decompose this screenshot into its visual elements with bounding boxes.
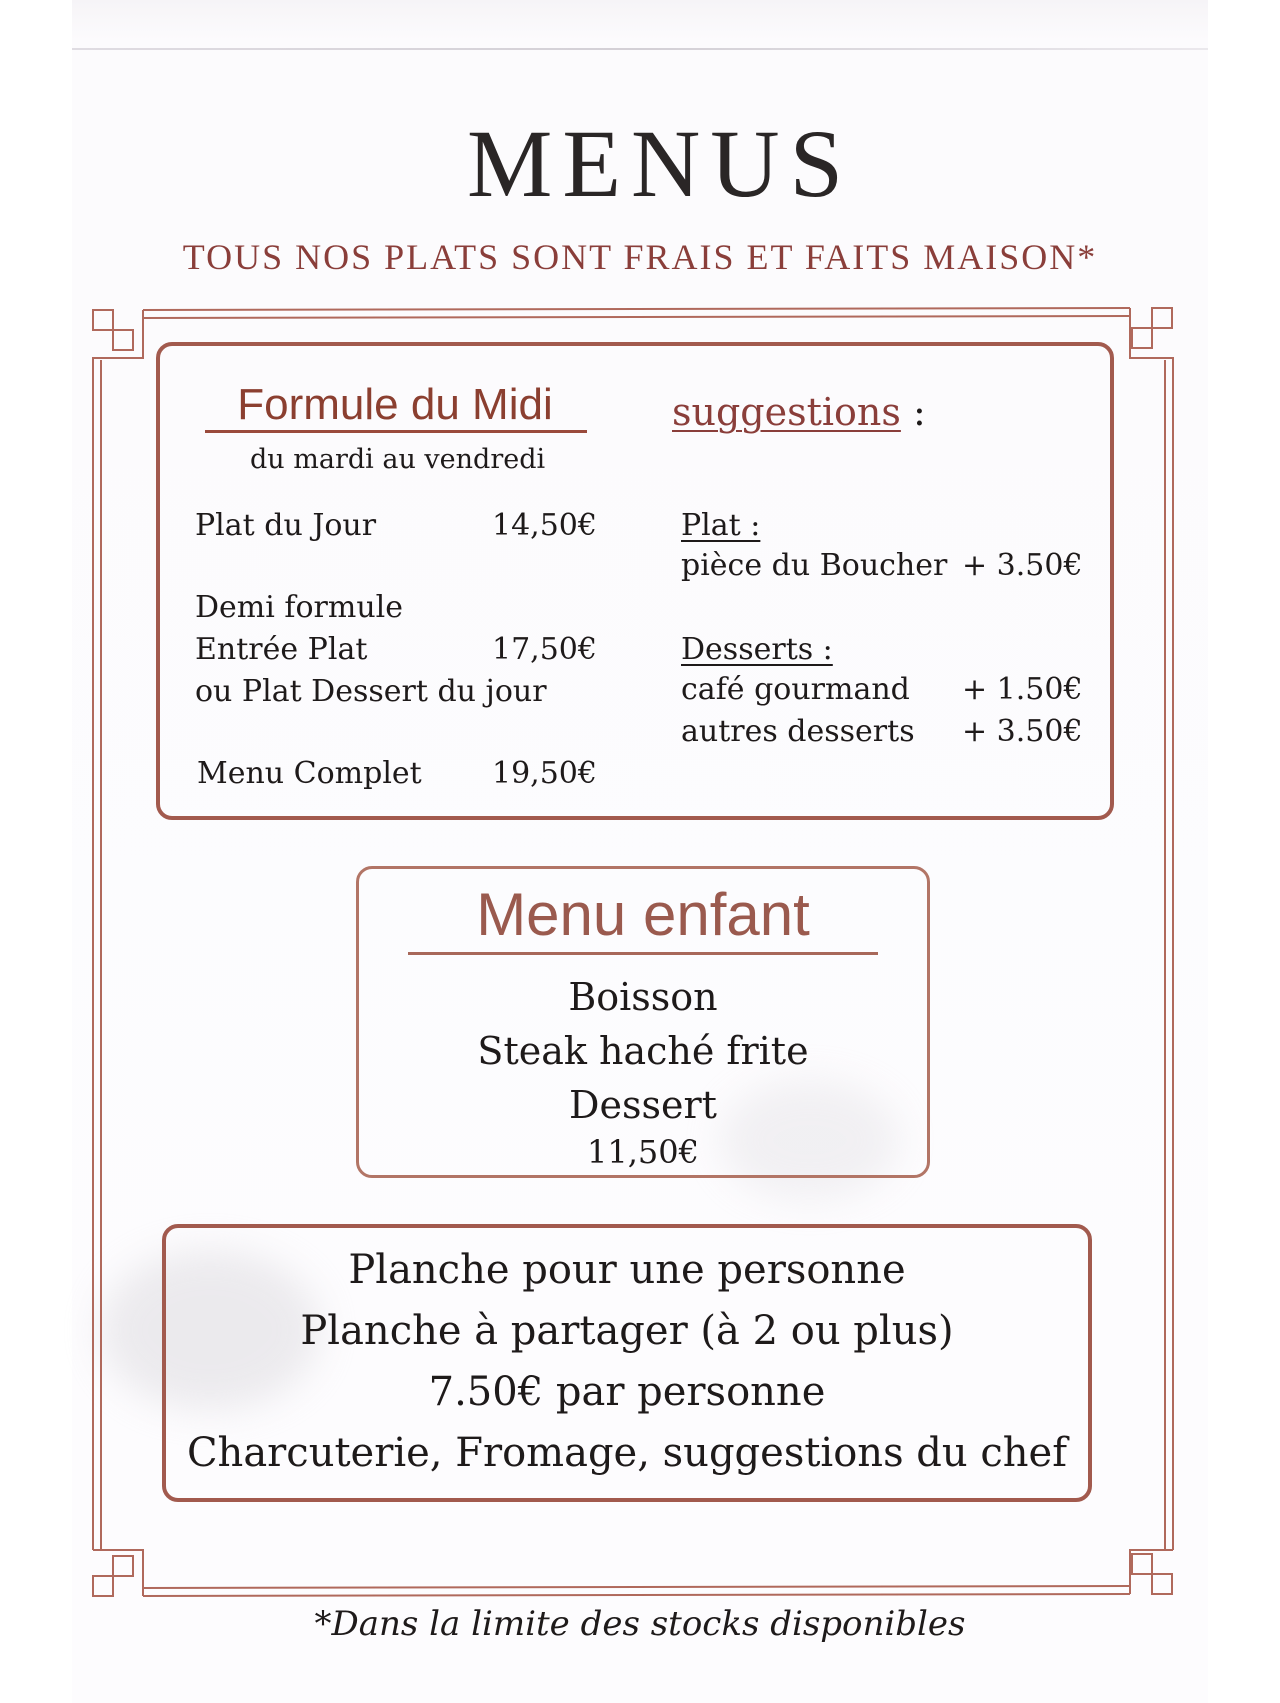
menu-enfant-underline [408, 952, 878, 955]
page-title: MENUS [466, 110, 854, 217]
menu-item-label: Plat du Jour [195, 508, 377, 543]
menu-enfant-items [356, 970, 930, 1172]
suggestions-title [672, 390, 926, 434]
planche-line: 7.50€ par personne [428, 1369, 826, 1415]
menu-item-label: Menu Complet [197, 756, 422, 791]
planche-line: Planche pour une personne [348, 1247, 906, 1293]
menu-item-price: 19,50€ [492, 756, 597, 791]
menu-item-price: 17,50€ [492, 632, 597, 667]
stock-footnote: *Dans la limite des stocks disponibles [314, 1604, 966, 1644]
suggestions-title-text: suggestions [672, 390, 901, 434]
menu-enfant-title: Menu enfant [476, 881, 810, 948]
page-subtitle: TOUS NOS PLATS SONT FRAIS ET FAITS MAISON* [182, 237, 1098, 277]
suggestions-desserts-heading: Desserts : [681, 632, 833, 667]
menu-item-label: ou Plat Dessert du jour [195, 674, 547, 709]
menu-enfant-item: Steak haché frite [477, 1029, 809, 1073]
menu-item-label: Entrée Plat [195, 632, 368, 667]
planche-line: Planche à partager (à 2 ou plus) [300, 1308, 954, 1354]
suggestions-plat-heading: Plat : [681, 508, 761, 543]
suggestion-item-label: autres desserts [681, 714, 915, 749]
menu-enfant-price: 11,50€ [587, 1133, 699, 1171]
formule-midi-title: Formule du Midi [237, 380, 553, 429]
menu-item-label: Demi formule [195, 590, 404, 625]
menu-item-price: 14,50€ [492, 508, 597, 543]
menu-enfant-item: Dessert [569, 1083, 717, 1127]
planche-lines [162, 1240, 1092, 1484]
formule-midi-days: du mardi au vendredi [250, 444, 546, 475]
menu-enfant-item: Boisson [568, 975, 718, 1019]
suggestion-item-label: pièce du Boucher [681, 548, 948, 583]
suggestion-item-price: + 1.50€ [962, 672, 1083, 707]
suggestion-item-label: café gourmand [681, 672, 910, 707]
suggestion-item-price: + 3.50€ [962, 548, 1083, 583]
formule-midi-underline [205, 430, 587, 433]
suggestions-title-colon: : [912, 390, 926, 434]
suggestion-item-price: + 3.50€ [962, 714, 1083, 749]
planche-line: Charcuterie, Fromage, suggestions du chef [186, 1430, 1068, 1476]
